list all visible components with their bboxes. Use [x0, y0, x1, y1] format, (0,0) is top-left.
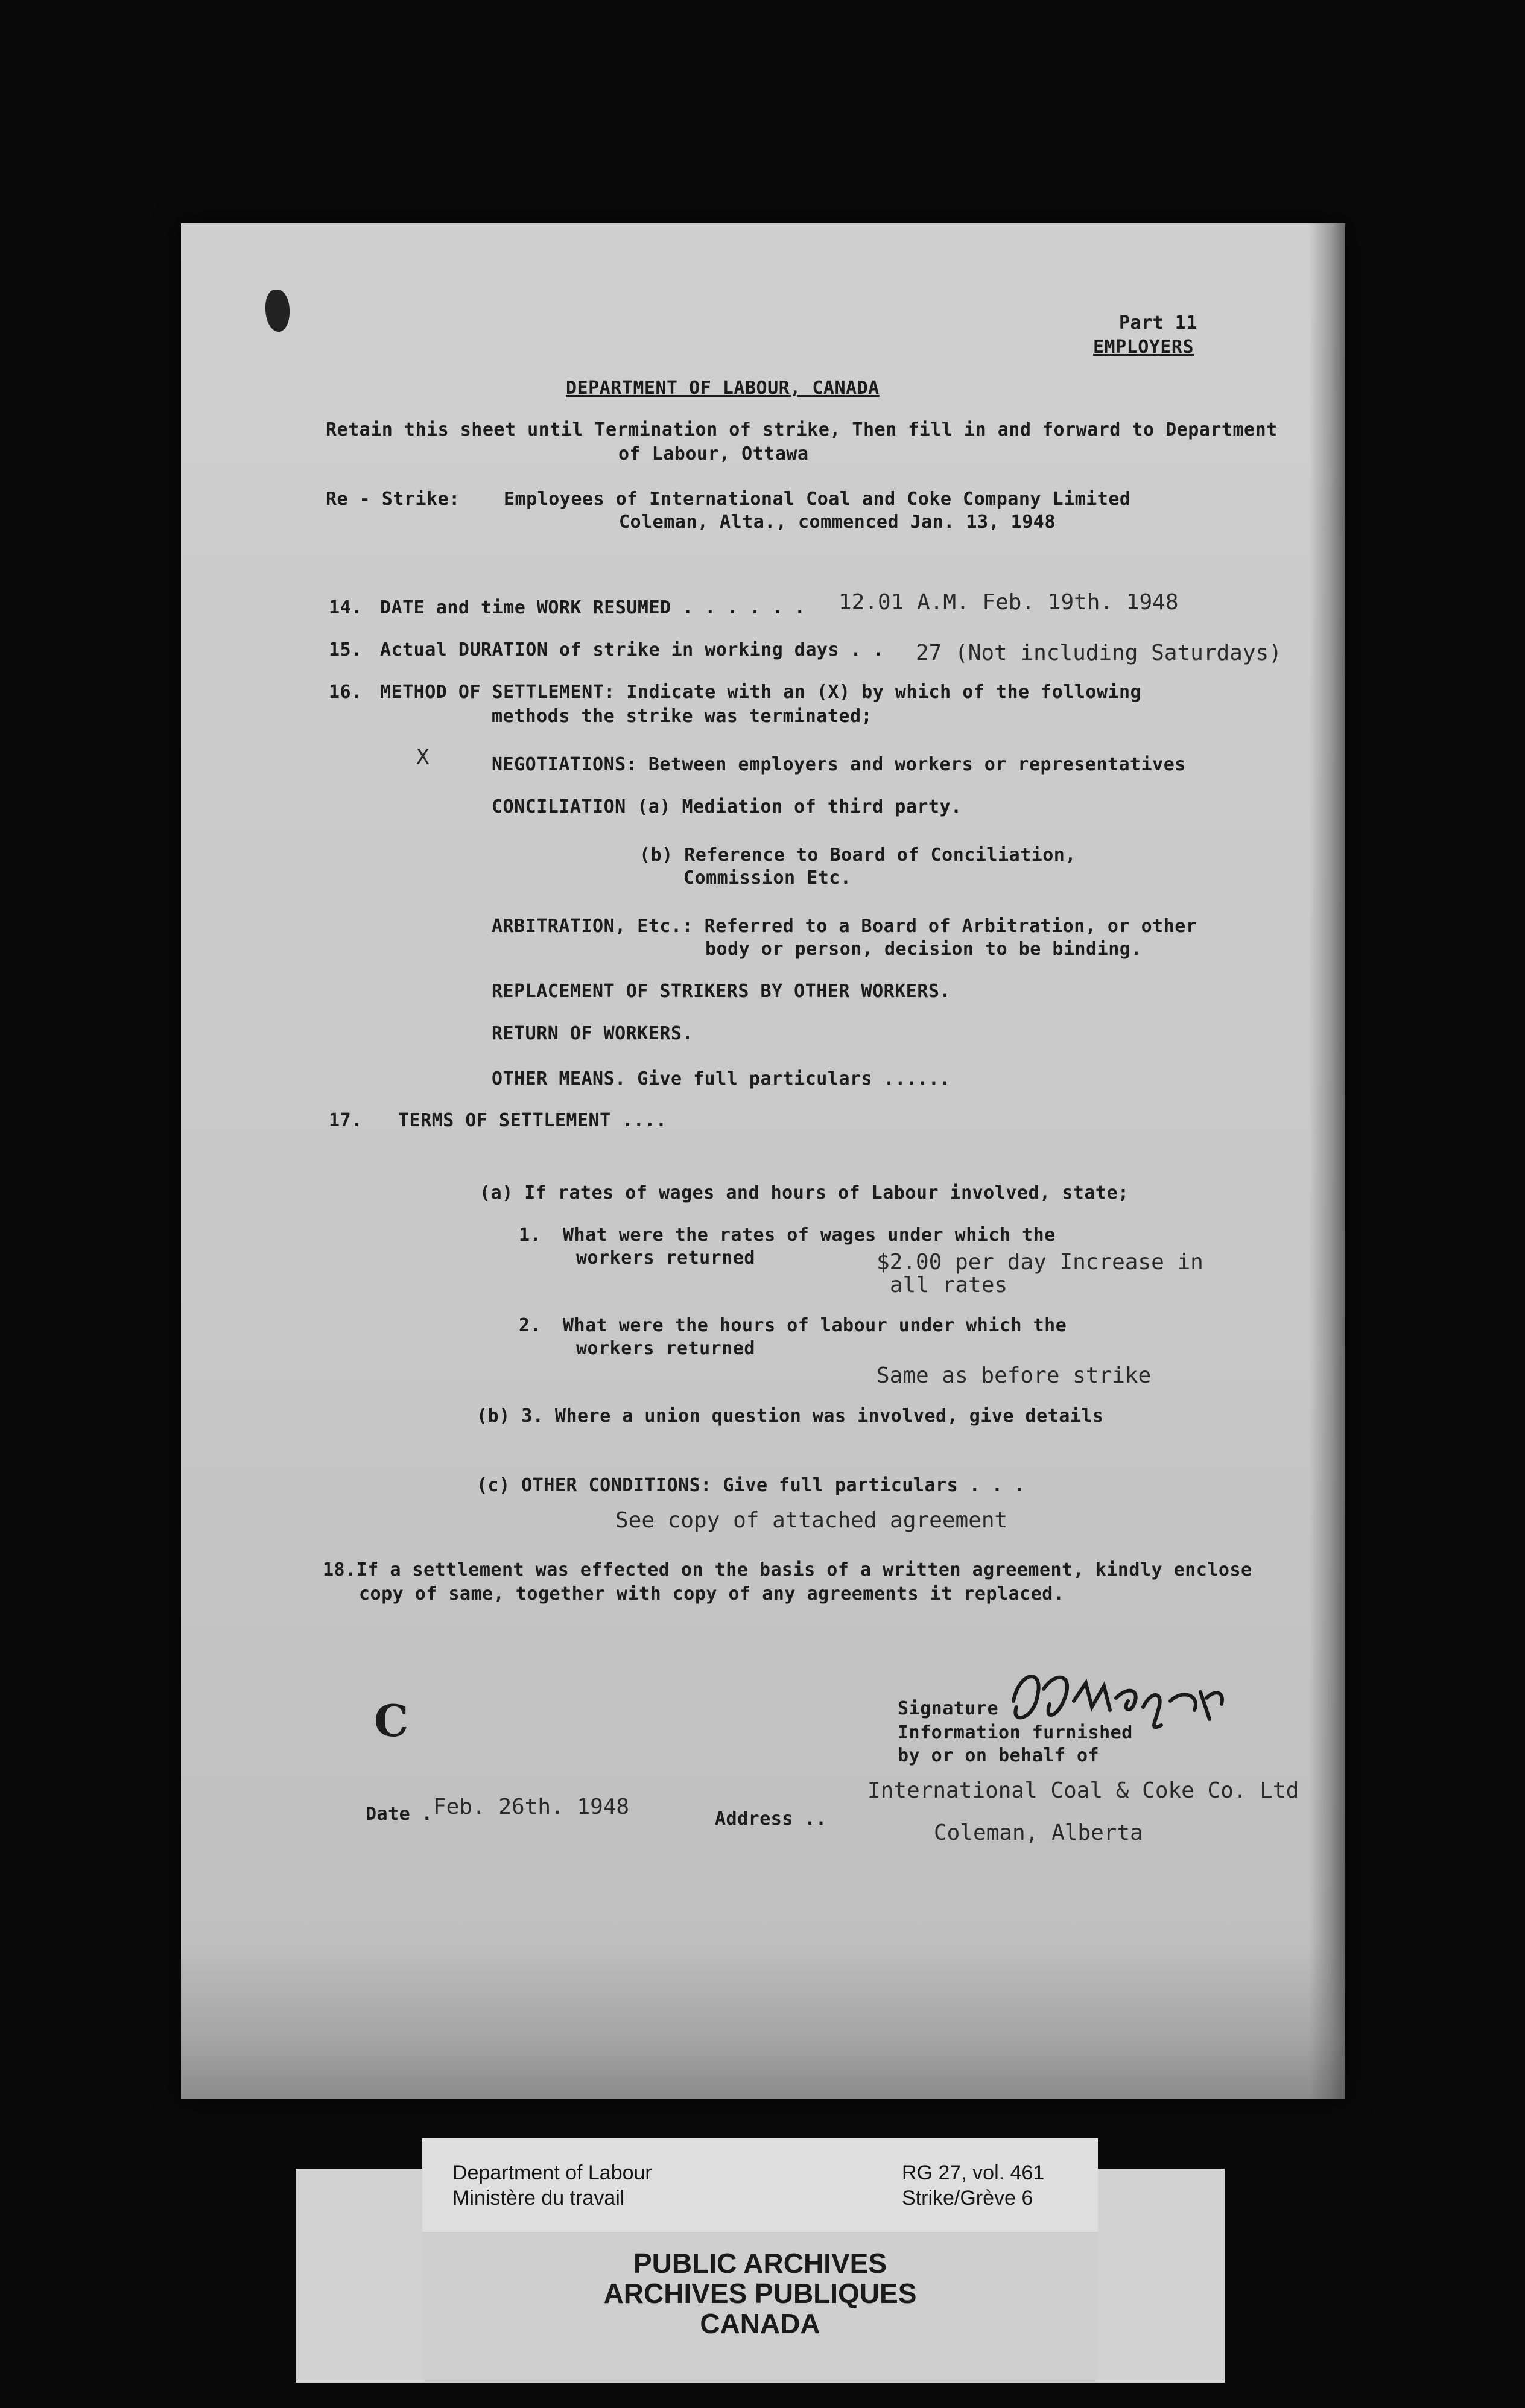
terms-a-line: (a) If rates of wages and hours of Labour involved, state; — [480, 1182, 1129, 1203]
date-label: Date . — [366, 1804, 433, 1825]
date-value: Feb. 26th. 1948 — [433, 1795, 630, 1819]
strike-duration-value: 27 (Not including Saturdays) — [916, 641, 1282, 665]
item-15-label: Actual DURATION of strike in working days . . — [380, 639, 884, 661]
archive-label-card — [422, 2138, 1098, 2232]
info-furnished-line1: Information furnished — [898, 1722, 1133, 1743]
re-strike-line2: Coleman, Alta., commenced Jan. 13, 1948 — [619, 512, 1056, 533]
company-name: International Coal & Coke Co. Ltd — [867, 1778, 1299, 1803]
archive-stamp-line1: PUBLIC ARCHIVES — [633, 2248, 887, 2279]
item-17-number: 17. — [329, 1110, 363, 1131]
sheet-edge-shadow — [1309, 223, 1345, 2099]
q2-number: 2. — [519, 1315, 542, 1336]
ink-blot — [265, 290, 290, 332]
address-value: Coleman, Alberta — [934, 1820, 1143, 1845]
department-french: Ministère du travail — [452, 2187, 625, 2210]
department-english: Department of Labour — [452, 2161, 652, 2184]
signature-label: Signature — [898, 1698, 999, 1719]
item-14-label: DATE and time WORK RESUMED . . . . . . — [380, 597, 806, 618]
q2-question-line2: workers returned — [576, 1338, 755, 1359]
item-14-number: 14. — [329, 597, 363, 618]
document-sheet — [181, 223, 1345, 2099]
work-resumed-value: 12.01 A.M. Feb. 19th. 1948 — [839, 590, 1179, 615]
archive-stamp-line2: ARCHIVES PUBLIQUES — [603, 2278, 917, 2309]
record-group-reference: RG 27, vol. 461 — [902, 2161, 1045, 2184]
item-15-number: 15. — [329, 639, 363, 661]
item-16-label: METHOD OF SETTLEMENT: Indicate with an (X) by which of the following — [380, 682, 1142, 703]
retain-instruction-line2: of Labour, Ottawa — [618, 443, 809, 464]
item-16-label-line2: methods the strike was terminated; — [492, 706, 873, 727]
arbitration-option: ARBITRATION, Etc.: Referred to a Board of Arbitration, or other — [492, 916, 1197, 937]
q1-question-line2: workers returned — [576, 1247, 755, 1269]
re-strike-line1: Employees of International Coal and Coke Company Limited — [504, 489, 1131, 510]
item-18-line1: 18.If a settlement was effected on the basis of a written agreement, kindly enclose — [323, 1559, 1252, 1580]
wage-rate-answer: $2.00 per day Increase in — [877, 1250, 1203, 1275]
terms-b-line: (b) 3. Where a union question was involved, give details — [477, 1405, 1104, 1427]
return-option: RETURN OF WORKERS. — [492, 1023, 694, 1044]
q1-question: What were the rates of wages under which the — [563, 1225, 1056, 1246]
address-label: Address .. — [715, 1808, 827, 1830]
item-16-number: 16. — [329, 682, 363, 703]
employers-label: EMPLOYERS — [1093, 337, 1194, 358]
strike-file-number: Strike/Grève 6 — [902, 2187, 1033, 2210]
conciliation-b-option: (b) Reference to Board of Conciliation, — [639, 844, 1076, 866]
archive-stamp-line3: CANADA — [700, 2308, 820, 2339]
terms-c-line: (c) OTHER CONDITIONS: Give full particulars . . . — [477, 1475, 1026, 1496]
other-means-option: OTHER MEANS. Give full particulars ...... — [492, 1068, 951, 1089]
info-furnished-line2: by or on behalf of — [898, 1745, 1100, 1766]
q2-question: What were the hours of labour under which the — [563, 1315, 1067, 1336]
re-strike-label: Re - Strike: — [326, 489, 460, 510]
q1-number: 1. — [519, 1225, 542, 1246]
negotiations-option: NEGOTIATIONS: Between employers and workers or representatives — [492, 754, 1186, 775]
retain-instruction-line1: Retain this sheet until Termination of strike, Then fill in and forward to Department — [326, 419, 1278, 440]
margin-mark: C — [374, 1695, 409, 1746]
item-17-label: TERMS OF SETTLEMENT .... — [398, 1110, 667, 1131]
conciliation-a-option: CONCILIATION (a) Mediation of third party. — [492, 796, 962, 817]
conciliation-b-line2: Commission Etc. — [683, 867, 852, 889]
replacement-option: REPLACEMENT OF STRIKERS BY OTHER WORKERS. — [492, 981, 951, 1002]
part-number: Part 11 — [1119, 312, 1197, 334]
item-18-line2: copy of same, together with copy of any agreements it replaced. — [359, 1583, 1065, 1605]
hours-answer: Same as before strike — [877, 1363, 1152, 1388]
other-conditions-answer: See copy of attached agreement — [615, 1508, 1008, 1533]
wage-rate-answer-line2: all rates — [890, 1273, 1008, 1297]
settlement-x-mark: X — [416, 745, 430, 770]
department-title: DEPARTMENT OF LABOUR, CANADA — [566, 378, 880, 399]
arbitration-line2: body or person, decision to be binding. — [705, 939, 1142, 960]
sheet-crumpled-bottom — [181, 1942, 1345, 2099]
